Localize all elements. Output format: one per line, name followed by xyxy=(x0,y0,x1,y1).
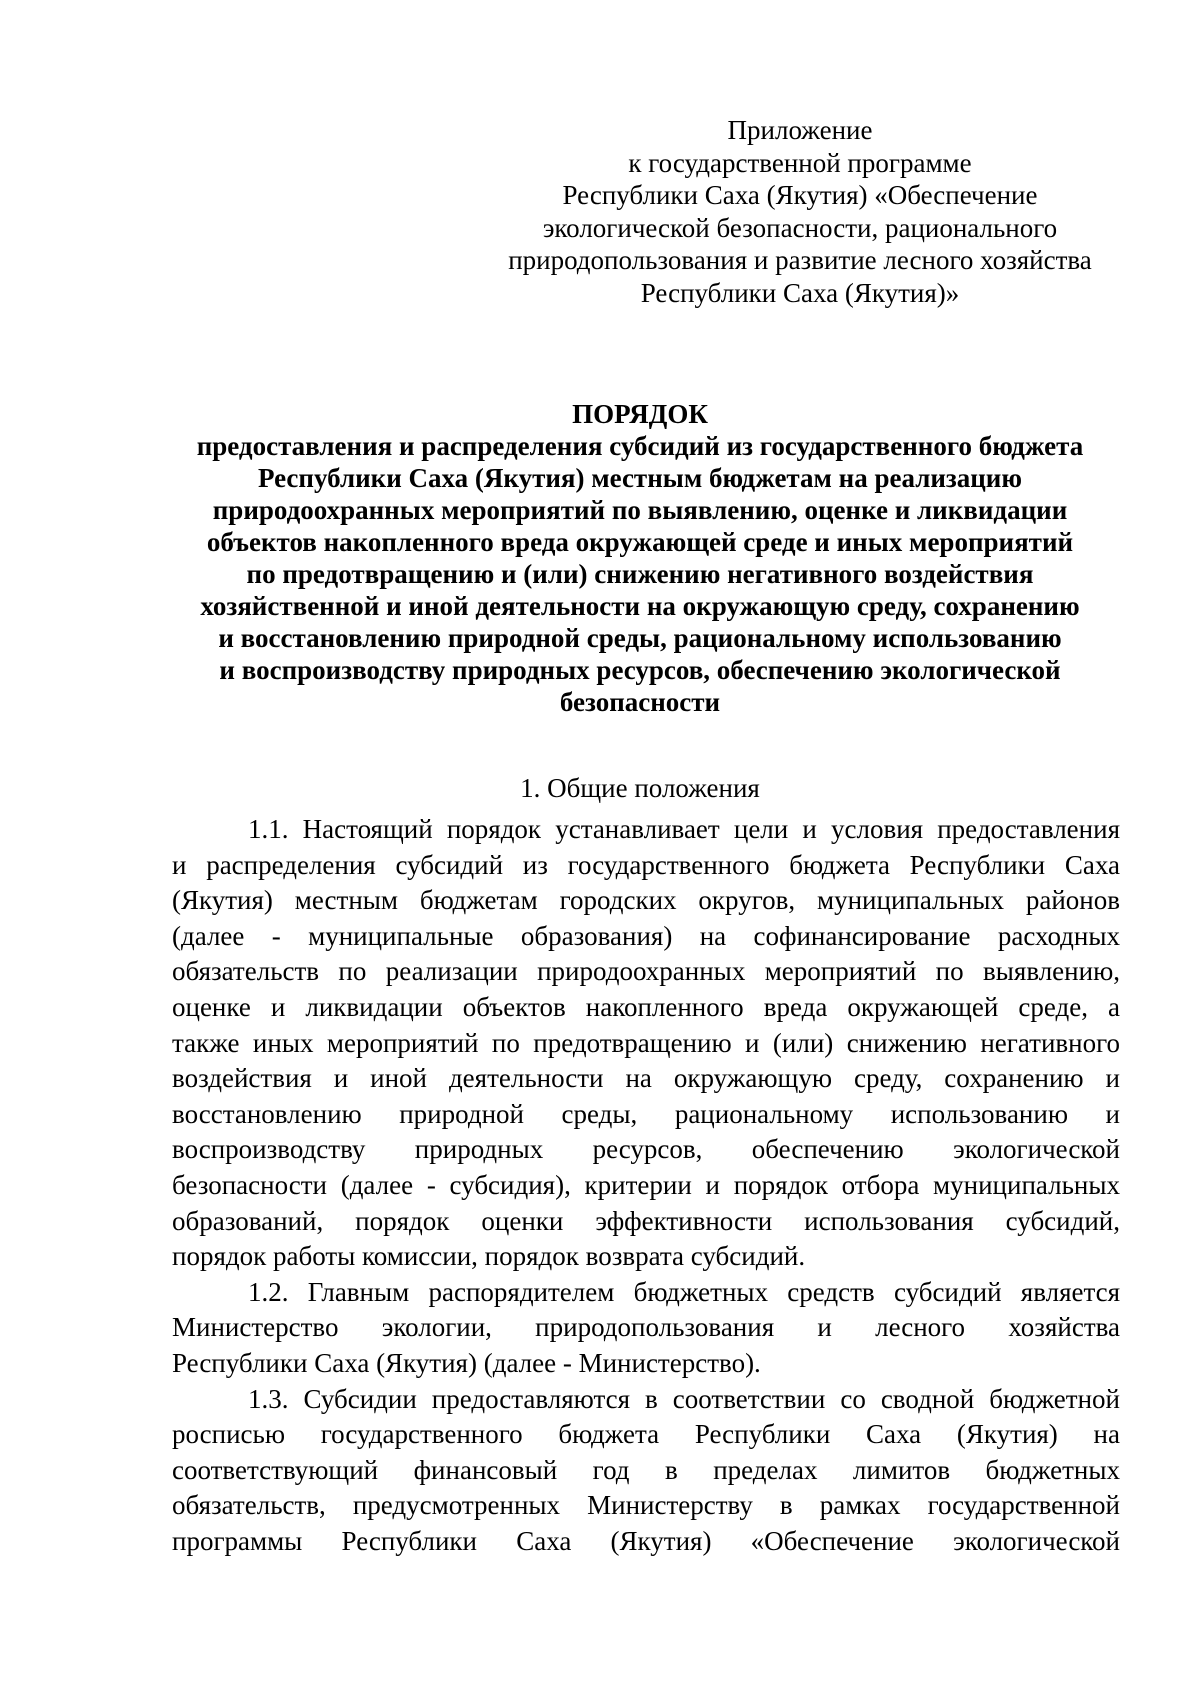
paragraph-line: 1.1. Настоящий порядок устанавливает цели и условия предоставления xyxy=(248,814,1120,844)
annex-line: Приложение xyxy=(727,115,873,145)
paragraph-line: росписью государственного бюджета Республики Саха (Якутия) на xyxy=(172,1419,1120,1450)
paragraph-line: безопасности (далее - субсидия), критерии и порядок отбора муниципальных xyxy=(172,1169,1120,1200)
paragraph-1-3 xyxy=(172,1382,1120,1560)
document-body xyxy=(172,812,1120,1559)
title-line: безопасности xyxy=(559,687,721,717)
title-line: и воспроизводству природных ресурсов, обеспечению экологической xyxy=(219,655,1061,685)
paragraph-line: порядок работы комиссии, порядок возврата субсидий. xyxy=(172,1241,806,1272)
annex-block xyxy=(470,114,1130,310)
paragraph-1-2 xyxy=(172,1275,1120,1382)
paragraph-line: Республики Саха (Якутия) (далее - Министерство). xyxy=(172,1347,761,1378)
paragraph-line: Министерство экологии, природопользования и лесного хозяйства xyxy=(172,1312,1120,1343)
title-heading: ПОРЯДОК xyxy=(572,399,708,429)
paragraph-line: воспроизводству природных ресурсов, обеспечению экологической xyxy=(172,1134,1120,1165)
paragraph-line: обязательств, предусмотренных Министерству в рамках государственной xyxy=(172,1490,1120,1521)
title-line: объектов накопленного вреда окружающей среде и иных мероприятий xyxy=(206,527,1074,557)
title-line: хозяйственной и иной деятельности на окружающую среду, сохранению xyxy=(200,591,1080,621)
annex-line: к государственной программе xyxy=(628,147,972,178)
title-line: по предотвращению и (или) снижению негативного воздействия xyxy=(246,559,1034,589)
paragraph-line: 1.2. Главным распорядителем бюджетных средств субсидий является xyxy=(248,1276,1120,1307)
title-line: Республики Саха (Якутия) местным бюджетам на реализацию xyxy=(257,463,1022,493)
paragraph-line: 1.3. Субсидии предоставляются в соответствии со сводной бюджетной xyxy=(248,1383,1120,1414)
paragraph-line: (далее - муниципальные образования) на софинансирование расходных xyxy=(172,920,1120,951)
title-line: природоохранных мероприятий по выявлению, оценке и ликвидации xyxy=(212,495,1068,525)
annex-line: Республики Саха (Якутия)» xyxy=(640,277,960,308)
paragraph-line: программы Республики Саха (Якутия) «Обеспечение экологической xyxy=(172,1525,1120,1556)
paragraph-line: соответствующий финансовый год в пределах лимитов бюджетных xyxy=(172,1454,1120,1485)
paragraph-line: (Якутия) местным бюджетам городских округов, муниципальных районов xyxy=(172,885,1120,916)
section-heading: 1. Общие положения xyxy=(520,773,760,803)
annex-line: природопользования и развитие лесного хозяйства xyxy=(508,245,1092,276)
paragraph-line: обязательств по реализации природоохранных мероприятий по выявлению, xyxy=(172,956,1120,987)
paragraph-line: восстановлению природной среды, рациональному использованию и xyxy=(172,1098,1120,1129)
title-line: и восстановлению природной среды, рациональному использованию xyxy=(218,623,1062,653)
paragraph-1-1 xyxy=(172,812,1120,1275)
document-title xyxy=(160,398,1120,718)
paragraph-line: воздействия и иной деятельности на окружающую среду, сохранению и xyxy=(172,1063,1120,1094)
paragraph-line: образований, порядок оценки эффективности использования субсидий, xyxy=(172,1205,1120,1236)
paragraph-line: также иных мероприятий по предотвращению и (или) снижению негативного xyxy=(172,1027,1120,1058)
annex-line: Республики Саха (Якутия) «Обеспечение xyxy=(562,180,1038,211)
paragraph-line: оценке и ликвидации объектов накопленного вреда окружающей среде, а xyxy=(172,991,1120,1022)
paragraph-line: и распределения субсидий из государственного бюджета Республики Саха xyxy=(172,849,1120,880)
title-line: предоставления и распределения субсидий из государственного бюджета xyxy=(196,431,1084,461)
annex-line: экологической безопасности, рационального xyxy=(542,212,1058,243)
